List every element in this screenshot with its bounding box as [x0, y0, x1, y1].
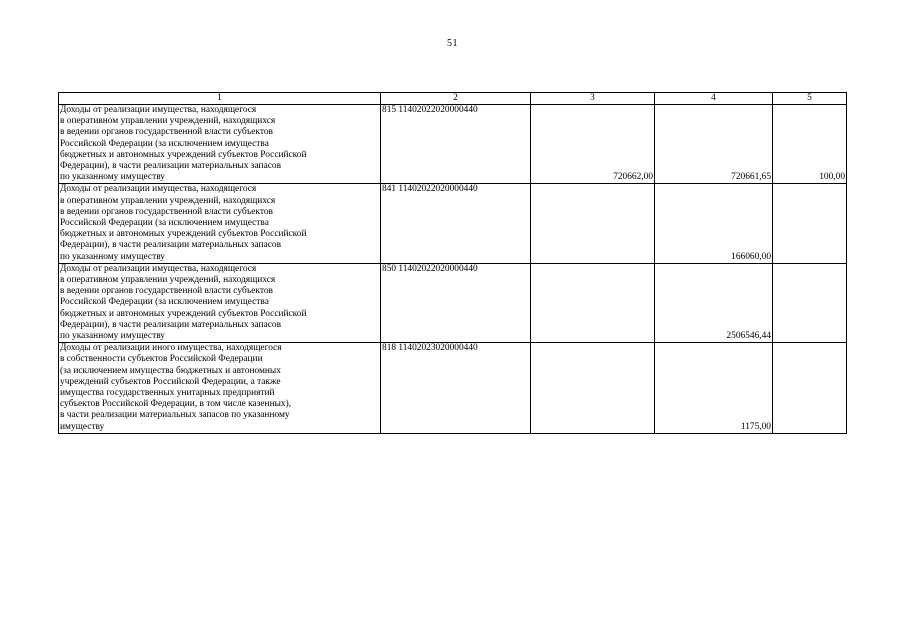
execution-percent	[773, 343, 847, 434]
actual-amount: 166060,00	[655, 184, 773, 263]
budget-code: 850 11402022020000440	[381, 263, 531, 342]
table-row	[59, 184, 847, 263]
table-row	[59, 343, 847, 434]
column-header-2: 2	[381, 93, 531, 105]
column-header-1: 1	[59, 93, 381, 105]
revenue-name: Доходы от реализации иного имущества, находящегося в собственности субъектов Российской Федерации (за исключением имущества бюджетных и автономных учреждений субъектов Российской Федерации, а также имущества государственных унитарных предприятий субъектов Российской Федерации, в том числе казенных), в части реализации материальных запасов по указанному имуществу	[59, 343, 381, 434]
table-header-row	[59, 93, 847, 105]
execution-percent	[773, 263, 847, 342]
column-header-4: 4	[655, 93, 773, 105]
revenue-table	[58, 92, 847, 434]
revenue-name: Доходы от реализации имущества, находящегося в оперативном управлении учреждений, находящихся в ведении органов государственной власти субъектов Российской Федерации (за исключением имущества бюджетных и автономных учреждений субъектов Российской Федерации), в части реализации материальных запасов по указанному имуществу	[59, 105, 381, 184]
page-number: 51	[447, 38, 458, 49]
execution-percent: 100,00	[773, 105, 847, 184]
budget-code: 841 11402022020000440	[381, 184, 531, 263]
actual-amount: 2506546,44	[655, 263, 773, 342]
planned-amount	[531, 263, 655, 342]
budget-code: 815 11402022020000440	[381, 105, 531, 184]
planned-amount: 720662,00	[531, 105, 655, 184]
actual-amount: 720661,65	[655, 105, 773, 184]
planned-amount	[531, 184, 655, 263]
revenue-name: Доходы от реализации имущества, находящегося в оперативном управлении учреждений, находящихся в ведении органов государственной власти субъектов Российской Федерации (за исключением имущества бюджетных и автономных учреждений субъектов Российской Федерации), в части реализации материальных запасов по указанному имуществу	[59, 184, 381, 263]
table-row	[59, 263, 847, 342]
column-header-5: 5	[773, 93, 847, 105]
budget-code: 818 11402023020000440	[381, 343, 531, 434]
execution-percent	[773, 184, 847, 263]
actual-amount: 1175,00	[655, 343, 773, 434]
table-row	[59, 105, 847, 184]
planned-amount	[531, 343, 655, 434]
column-header-3: 3	[531, 93, 655, 105]
revenue-name: Доходы от реализации имущества, находящегося в оперативном управлении учреждений, находящихся в ведении органов государственной власти субъектов Российской Федерации (за исключением имущества бюджетных и автономных учреждений субъектов Российской Федерации), в части реализации материальных запасов по указанному имуществу	[59, 263, 381, 342]
